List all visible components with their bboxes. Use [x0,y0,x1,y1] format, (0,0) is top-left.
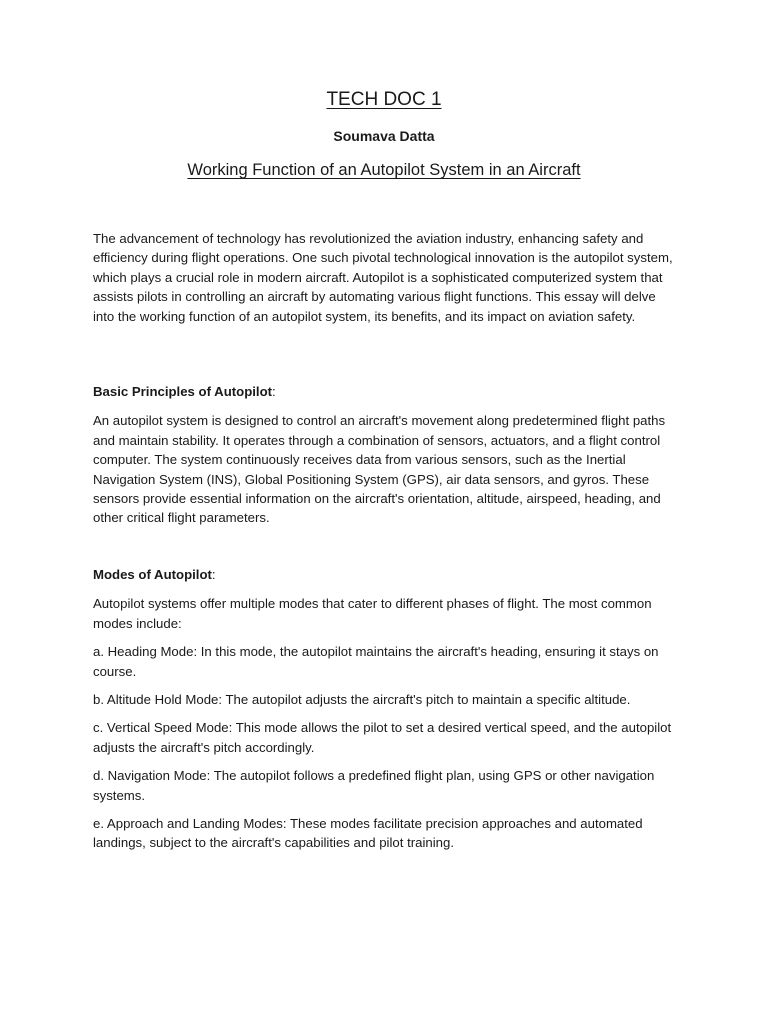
list-item-vertical-speed-mode: c. Vertical Speed Mode: This mode allows the pilot to set a desired vertical speed, and the autopilot adjusts the aircraft's pitch accordingly. [93,720,672,755]
section-heading [93,565,675,584]
section-modes [93,565,675,853]
section-basic-principles [93,382,675,528]
list-item-approach-landing-modes: e. Approach and Landing Modes: These modes facilitate precision approaches and automated landings, subject to the aircraft's capabilities and pilot training. [93,816,643,851]
list-item-heading-mode: a. Heading Mode: In this mode, the autopilot maintains the aircraft's heading, ensuring it stays on course. [93,644,659,679]
intro-paragraph: The advancement of technology has revolutionized the aviation industry, enhancing safety and efficiency during flight operations. One such pivotal technological innovation is the autopilot system, which plays a crucial role in modern aircraft. Autopilot is a sophisticated computerized system that assists pilots in controlling an aircraft by automating various flight functions. This essay will delve into the working function of an autopilot system, its benefits, and its impact on aviation safety. [93,231,673,324]
intro-block [93,229,675,326]
section-heading-colon: : [211,567,216,582]
list-item-navigation-mode: d. Navigation Mode: The autopilot follows a predefined flight plan, using GPS or other navigation systems. [93,768,655,803]
document-subtitle: Working Function of an Autopilot System in an Aircraft [187,161,581,179]
section-heading-text: Basic Principles of Autopilot [93,384,273,399]
section-heading-text: Modes of Autopilot [93,567,212,582]
document-author: Soumava Datta [333,128,435,144]
document-title: TECH DOC 1 [326,89,442,110]
list-item-altitude-hold-mode: b. Altitude Hold Mode: The autopilot adjusts the aircraft's pitch to maintain a specific altitude. [93,692,631,708]
paragraph: Autopilot systems offer multiple modes that cater to different phases of flight. The most common modes include: [93,596,652,631]
paragraph: An autopilot system is designed to control an aircraft's movement along predetermined flight paths and maintain stability. It operates through a combination of sensors, actuators, and a flight control computer. The system continuously receives data from various sensors, such as the Inertial Navigation System (INS), Global Positioning System (GPS), air data sensors, and gyros. These sensors provide essential information on the aircraft's orientation, altitude, airspeed, heading, and other critical flight parameters. [93,413,666,526]
section-heading [93,382,675,401]
section-heading-colon: : [272,384,276,399]
